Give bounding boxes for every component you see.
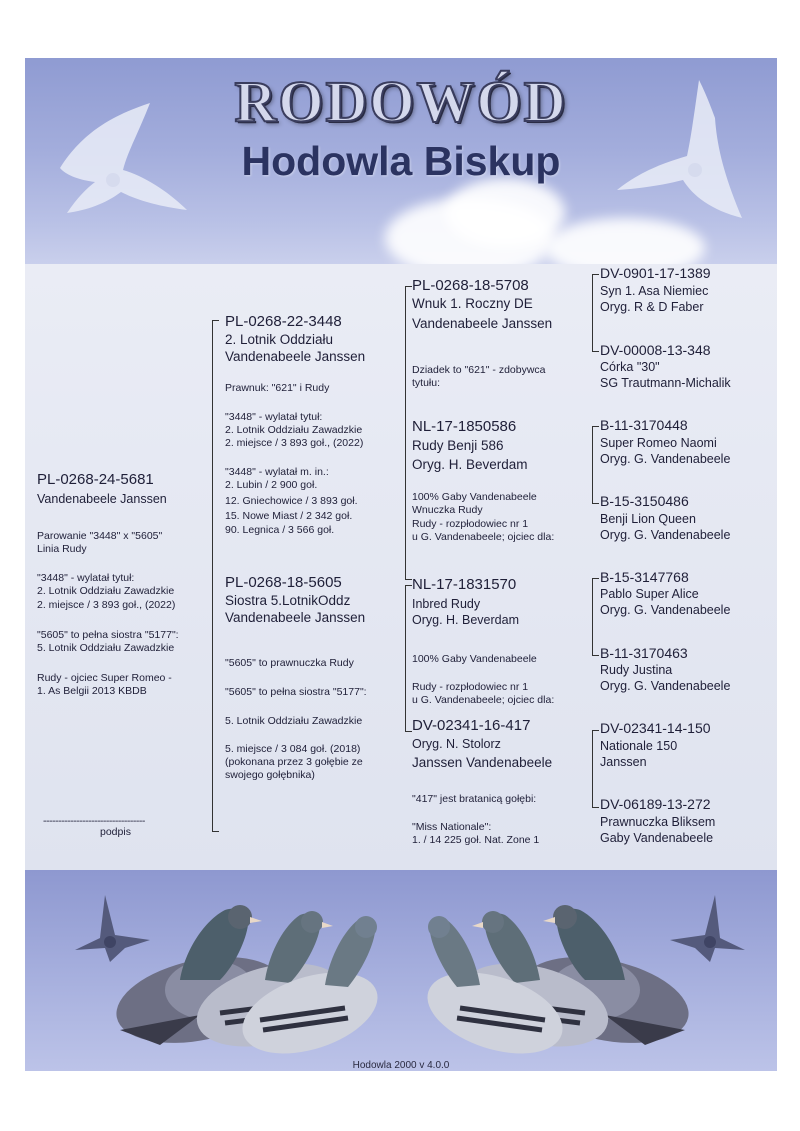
software-version: Hodowla 2000 v 4.0.0 — [352, 1060, 450, 1071]
gp-note: Rudy - rozpłodowiec nr 1 — [412, 518, 529, 530]
father-note: Prawnuk: "621" i Rudy — [225, 382, 330, 394]
mother-note: "5605" to pełna siostra "5177": — [225, 686, 367, 698]
gp-ring: PL-0268-18-5708 — [412, 277, 529, 294]
father-note: "3448" - wylatał m. in.: — [225, 466, 329, 478]
ggp-line: SG Trautmann-Michalik — [600, 376, 731, 390]
ggp-line: Syn 1. Asa Niemiec — [600, 284, 709, 298]
bracket-ggp-3 — [592, 578, 599, 656]
gp-line: Rudy Benji 586 — [412, 438, 504, 453]
gp-line: Inbred Rudy — [412, 597, 481, 611]
ggp-line: Oryg. G. Vandenabeele — [600, 528, 731, 542]
cloud-decoration — [445, 178, 565, 248]
mother-note: 5. miejsce / 3 084 goł. (2018) — [225, 743, 361, 755]
signature-line: ---------------------------------- — [43, 815, 145, 827]
bracket-father-parents — [405, 286, 412, 580]
main-bird-note: Linia Rudy — [37, 543, 87, 555]
gp-line: Oryg. H. Beverdam — [412, 613, 519, 627]
gp-line: Oryg. N. Stolorz — [412, 737, 501, 751]
ggp-line: Benji Lion Queen — [600, 512, 696, 526]
main-bird-note: 2. miejsce / 3 893 goł., (2022) — [37, 599, 176, 611]
gp-note: Wnuczka Rudy — [412, 504, 483, 516]
father-strain: Vandenabeele Janssen — [225, 349, 366, 364]
ggp-ring: DV-02341-14-150 — [600, 720, 711, 736]
gp-note: Rudy - rozpłodowiec nr 1 — [412, 681, 529, 693]
main-bird-note: Rudy - ojciec Super Romeo - — [37, 672, 172, 684]
ggp-line: Pablo Super Alice — [600, 587, 699, 601]
gp-note: 100% Gaby Vandenabeele — [412, 653, 537, 665]
main-bird-strain: Vandenabeele Janssen — [37, 492, 167, 506]
father-ring: PL-0268-22-3448 — [225, 313, 342, 330]
ggp-line: Gaby Vandenabeele — [600, 831, 714, 845]
father-note: 2. Lubin / 2 900 goł. — [225, 479, 318, 491]
main-bird-note: Parowanie "3448" x "5605" — [37, 530, 163, 542]
gp-note: "417" jest bratanicą gołębi: — [412, 793, 537, 805]
gp-line: Wnuk 1. Roczny DE — [412, 296, 533, 311]
bracket-mother-parents — [405, 585, 412, 732]
ggp-ring: B-15-3147768 — [600, 569, 689, 585]
main-bird-note: 1. As Belgii 2013 KBDB — [37, 685, 147, 697]
gp-note: u G. Vandenabeele; ojciec dla: — [412, 531, 555, 543]
father-note: 15. Nowe Miast / 2 342 goł. — [225, 510, 353, 522]
ggp-ring: DV-00008-13-348 — [600, 342, 711, 358]
footer-banner — [25, 870, 777, 1071]
signature-label: podpis — [100, 826, 131, 838]
loft-name: Hodowla Biskup — [241, 138, 561, 184]
mother-strain: Vandenabeele Janssen — [225, 610, 366, 625]
ggp-line: Oryg. G. Vandenabeele — [600, 452, 731, 466]
main-bird-note: "5605" to pełna siostra "5177": — [37, 629, 179, 641]
gp-note: u G. Vandenabeele; ojciec dla: — [412, 694, 555, 706]
father-note: "3448" - wylatał tytuł: — [225, 411, 323, 423]
pedigree-title: RODOWÓD — [234, 69, 568, 134]
main-bird-note: "3448" - wylatał tytuł: — [37, 572, 135, 584]
ggp-line: Janssen — [600, 755, 647, 769]
gp-line: Oryg. H. Beverdam — [412, 457, 528, 472]
ggp-line: Oryg. G. Vandenabeele — [600, 603, 731, 617]
father-note: 2. Lotnik Oddziału Zawadzkie — [225, 424, 363, 436]
mother-note: 5. Lotnik Oddziału Zawadzkie — [225, 715, 363, 727]
mother-ring: PL-0268-18-5605 — [225, 574, 342, 591]
ggp-ring: B-11-3170448 — [600, 417, 688, 433]
ggp-ring: B-11-3170463 — [600, 645, 688, 661]
father-title: 2. Lotnik Oddziału — [225, 332, 334, 347]
ggp-line: Nationale 150 — [600, 739, 678, 753]
gp-line: Janssen Vandenabeele — [412, 755, 553, 770]
bracket-ggp-1 — [592, 274, 599, 352]
pedigree-sheet — [25, 58, 777, 1071]
ggp-line: Rudy Justina — [600, 663, 673, 677]
header-banner — [25, 58, 777, 264]
ggp-line: Oryg. G. Vandenabeele — [600, 679, 731, 693]
father-note: 2. miejsce / 3 893 goł., (2022) — [225, 437, 364, 449]
ggp-line: Prawnuczka Bliksem — [600, 815, 716, 829]
main-bird-note: 2. Lotnik Oddziału Zawadzkie — [37, 585, 175, 597]
ggp-ring: DV-0901-17-1389 — [600, 265, 711, 281]
father-note: 90. Legnica / 3 566 goł. — [225, 524, 335, 536]
mother-note: (pokonana przez 3 gołębie ze — [225, 756, 363, 768]
ggp-ring: DV-06189-13-272 — [600, 796, 711, 812]
pigeons-right-group-icon — [425, 895, 705, 1060]
bracket-ggp-4 — [592, 730, 599, 808]
bracket-ggp-2 — [592, 426, 599, 504]
main-bird-note: 5. Lotnik Oddziału Zawadzkie — [37, 642, 175, 654]
gp-ring: NL-17-1831570 — [412, 576, 517, 593]
gp-note: Dziadek to "621" - zdobywca — [412, 364, 546, 376]
gp-ring: DV-02341-16-417 — [412, 717, 531, 734]
pigeons-left-group-icon — [100, 895, 380, 1060]
ggp-line: Super Romeo Naomi — [600, 436, 717, 450]
gp-note: tytułu: — [412, 377, 441, 389]
gp-ring: NL-17-1850586 — [412, 418, 517, 435]
mother-note: "5605" to prawnuczka Rudy — [225, 657, 354, 669]
gp-line: Vandenabeele Janssen — [412, 316, 553, 331]
ggp-line: Oryg. R & D Faber — [600, 300, 704, 314]
gp-note: "Miss Nationale": — [412, 821, 492, 833]
ggp-ring: B-15-3150486 — [600, 493, 689, 509]
mother-title: Siostra 5.LotnikOddz — [225, 593, 351, 608]
ggp-line: Córka "30" — [600, 360, 660, 374]
gp-note: 100% Gaby Vandenabeele — [412, 491, 537, 503]
bracket-parents — [212, 320, 219, 832]
mother-note: swojego gołębnika) — [225, 769, 315, 781]
gp-note: 1. / 14 225 goł. Nat. Zone 1 — [412, 834, 540, 846]
main-bird-ring: PL-0268-24-5681 — [37, 471, 154, 488]
father-note: 12. Gniechowice / 3 893 goł. — [225, 495, 358, 507]
